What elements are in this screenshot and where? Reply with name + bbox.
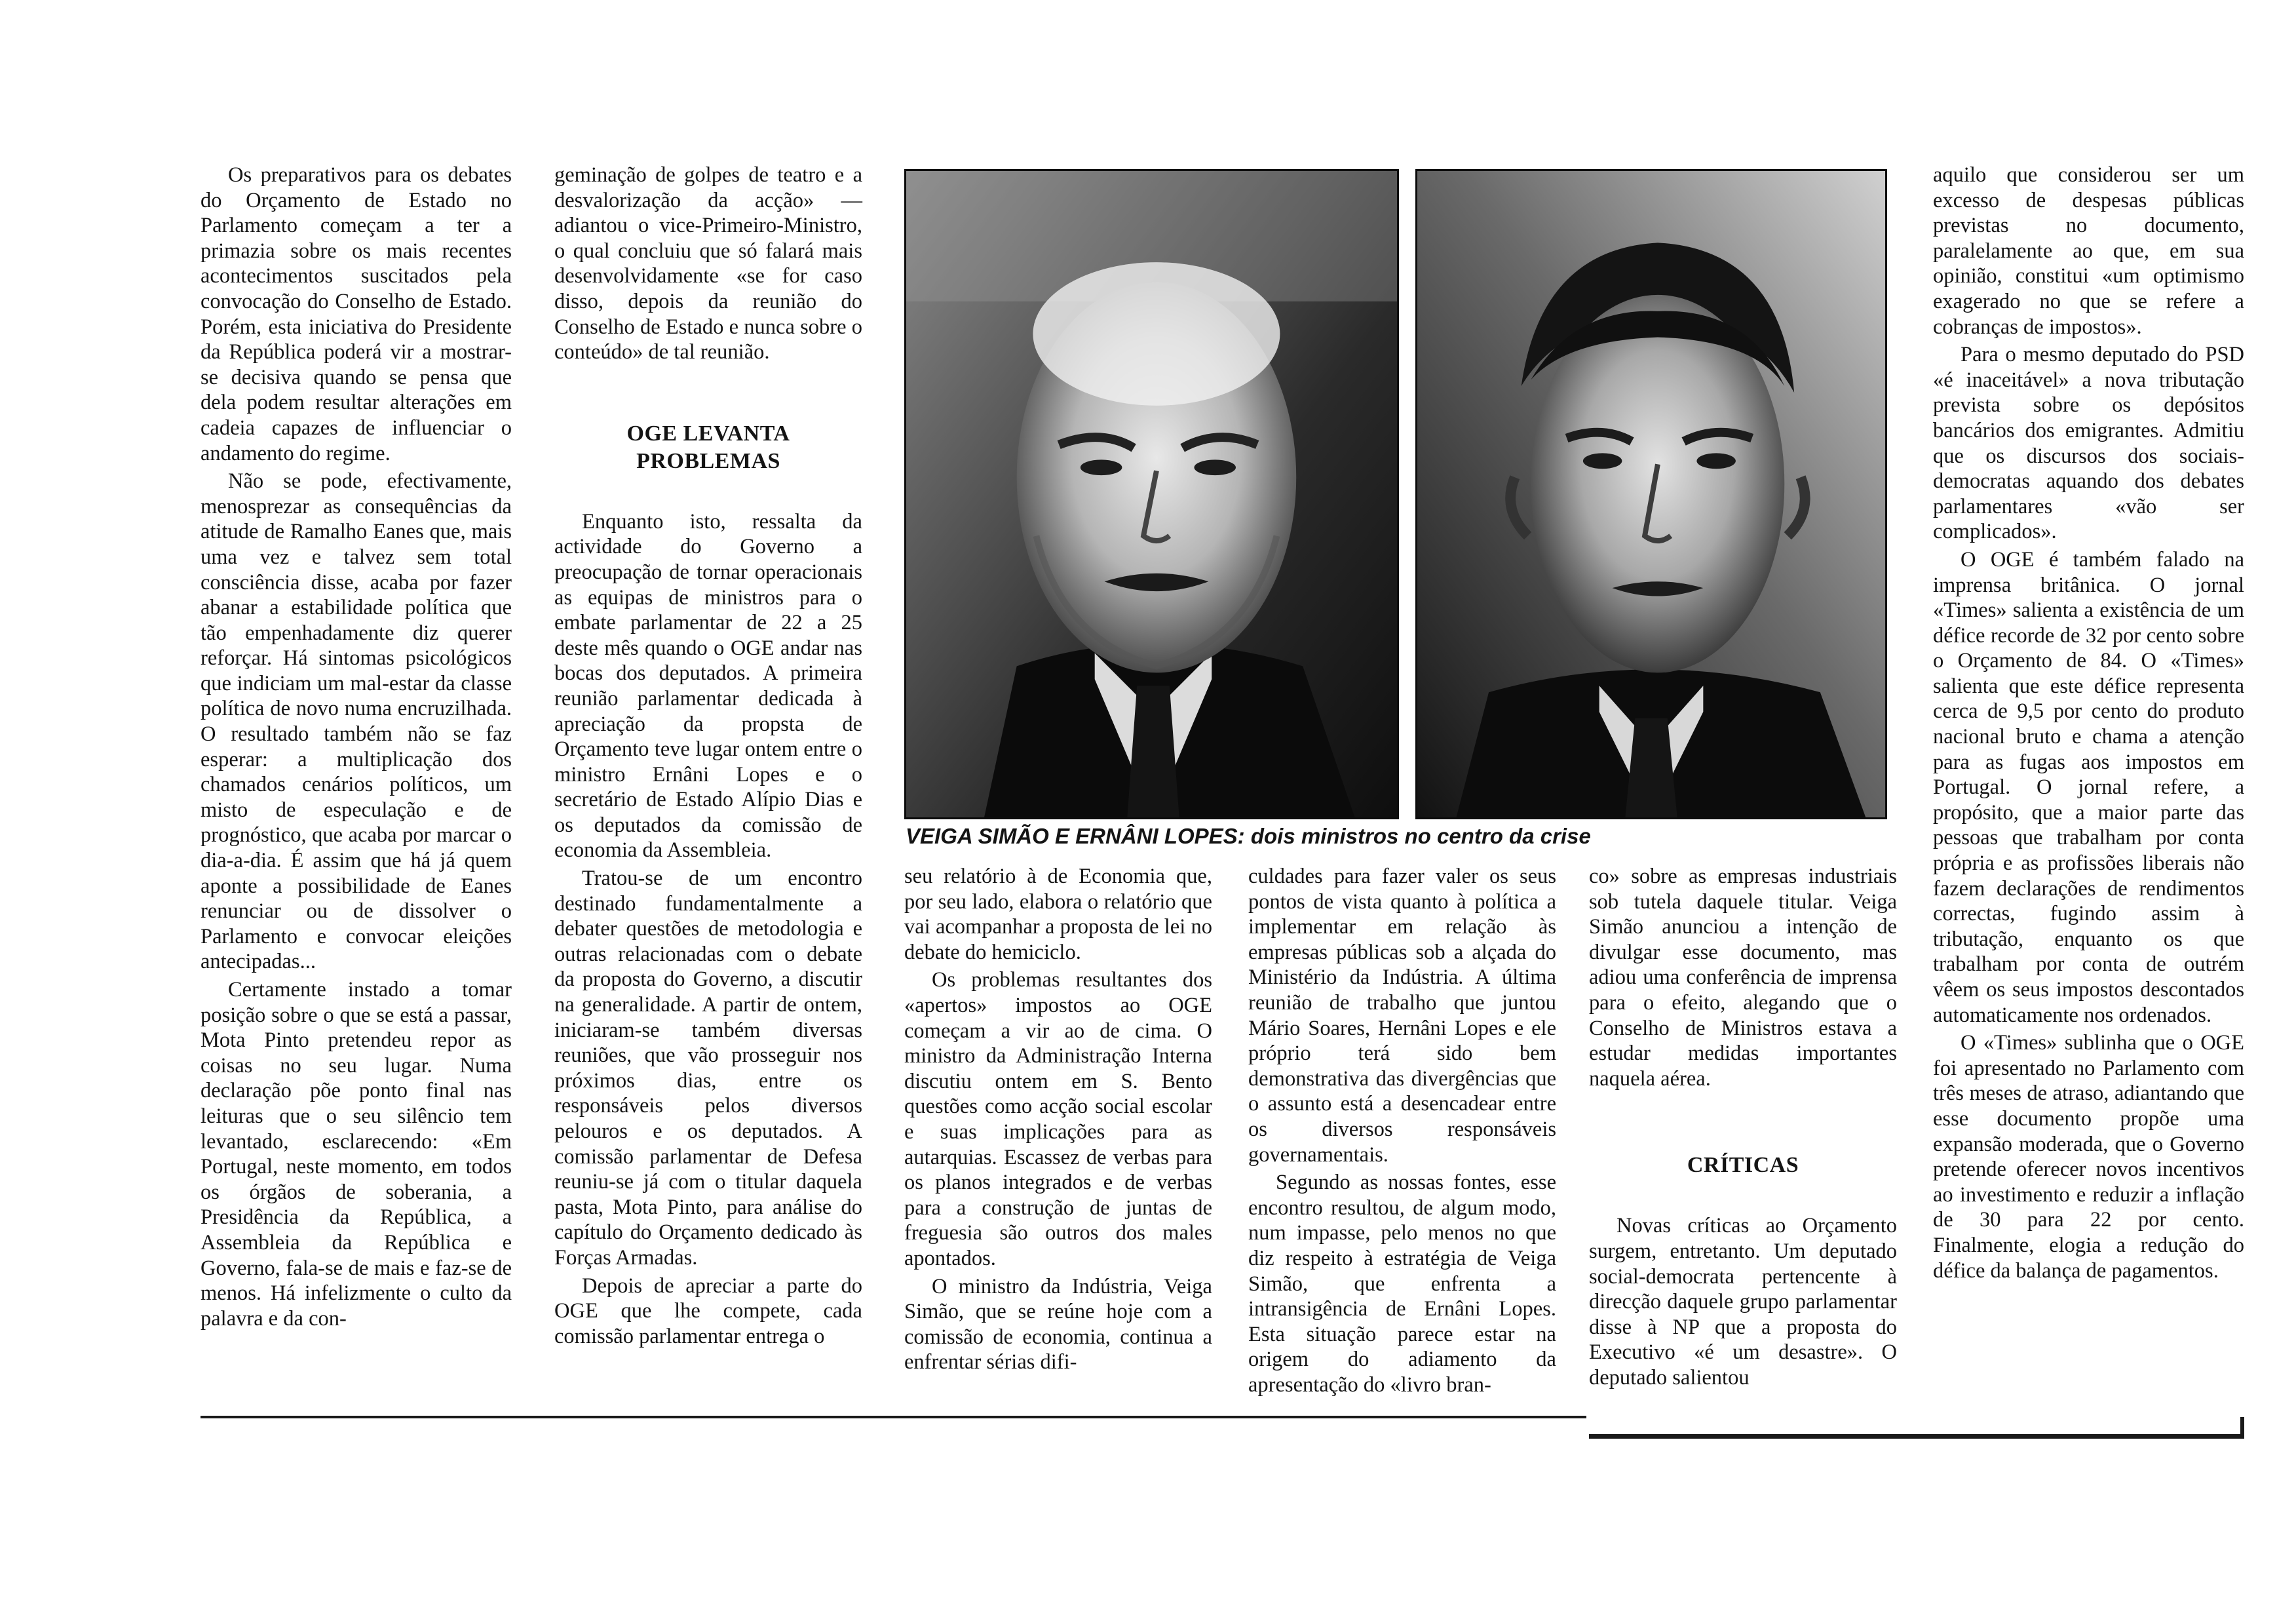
paragraph: Não se pode, efectivamente, menosprezar as consequências da atitude de Ramalho Eanes que, mais uma vez e talvez sem total consciência disse, acaba por fazer abanar a estabilidade política que tão empenhadamente diz querer reforçar. Há sintomas psicológicos que indiciam um mal-estar da classe política de novo numa encruzilhada. O resultado também não se faz esperar: a multiplicação dos chamados cenários políticos, um misto de especulação e de prognóstico, que acaba por marcar o dia-a-dia. É assim que há já quem aponte a possibilidade de Eanes renunciar ou de dissolver o Parlamento e convocar eleições antecipadas...: [201, 469, 512, 974]
portrait-image: [1417, 171, 1885, 817]
bottom-rule-right: [1589, 1434, 2244, 1439]
paragraph: O OGE é também falado na imprensa britânica. O jornal «Times» salienta a existência de um défice recorde de 32 por cento sobre o Orçamento de 84. O «Times» salienta que este défice representa cerca de 9,5 por cento do produto nacional bruto e chama a atenção para as fugas aos impostos em Portugal. O jornal refere, a propósito, que a maior parte das pessoas que trabalham por conta própria e as profissões liberais não fazem declarações de rendimentos correctas, fugindo assim à tributação, enquanto os que trabalham por conta de outrém vêem os seus impostos descontados automaticamente nos ordenados.: [1933, 547, 2244, 1027]
paragraph: O «Times» sublinha que o OGE foi apresentado no Parlamento com três meses de atraso, adiantando que esse documento propõe uma expansão moderada, que o Governo pretende oferecer novos incentivos ao investimento e reduzir a inflação de 30 para 22 por cento. Finalmente, elogia a redução do défice da balança de pagamentos.: [1933, 1031, 2244, 1283]
paragraph: aquilo que considerou ser um excesso de despesas públicas previstas no documento, paralelamente ao que, em sua opinião, constitui «um optimismo exagerado no que se refere a cobranças de impostos».: [1933, 163, 2244, 339]
paragraph: seu relatório à de Economia que, por seu lado, elabora o relatório que vai acompanhar a proposta de lei no debate do hemiciclo.: [904, 865, 1212, 964]
paragraph: culdades para fazer valer os seus pontos de vista quanto à política a implementar em relação às empresas públicas sob a alçada do Ministério da Indústria. A última reunião de trabalho que juntou Mário Soares, Hernâni Lopes e ele próprio terá sido bem demonstrativa das divergências que o assunto está a desencadear entre os diversos responsáveis governamentais.: [1248, 865, 1556, 1167]
paragraph: Certamente instado a tomar posição sobre o que se está a passar, Mota Pinto pretendeu repor as coisas no seu lugar. Numa declaração põe ponto final nas leituras que o seu silêncio tem levantado, esclarecendo: «Em Portugal, neste momento, em todos os órgãos de soberania, a Presidência da República, a Assembleia da República e Governo, fala-se de mais e faz-se de menos. Há infelizmente o culto da palavra e da con-: [201, 978, 512, 1331]
paragraph: Segundo as nossas fontes, esse encontro resultou, de algum modo, num impasse, pelo menos no que diz respeito à estratégia de Veiga Simão, que enfrenta a intransigência de Ernâni Lopes. Esta situação parece estar na origem do adiamento da apresentação do «livro bran-: [1248, 1171, 1556, 1397]
photo-ernani-lopes: [1415, 169, 1887, 819]
article-column-1: [201, 163, 512, 1331]
paragraph: Enquanto isto, ressalta da actividade do Governo a preocupação de tornar operacionais as equipas de ministros para o embate parlamentar de 22 a 25 deste mês quando o OGE andar nas bocas dos deputados. A primeira reunião parlamentar dedicada à apreciação da propsta de Orçamento teve lugar ontem entre o ministro Ernâni Lopes e o secretário de Estado Alípio Dias e os deputados da comissão de economia da Assembleia.: [554, 509, 862, 863]
article-column-6: [1933, 163, 2244, 1283]
article-column-3: [904, 864, 1212, 1375]
paragraph: Para o mesmo deputado do PSD «é inaceitável» a nova tributação prevista sobre os depósitos bancários dos emigrantes. Admitiu que os discursos dos sociais-democratas aquando dos debates parlamentares «vão ser complicados».: [1933, 343, 2244, 544]
article-column-5: [1589, 864, 1897, 1391]
portrait-image: [906, 171, 1397, 817]
paragraph: geminação de golpes de teatro e a desvalorização da acção» — adiantou o vice-Primeiro-Ministro, o qual concluiu que só falará mais desenvolvidamente «se for caso disso, depois da reunião do Conselho de Estado e nunca sobre o conteúdo» de tal reunião.: [554, 163, 862, 364]
photo-caption: VEIGA SIMÃO E ERNÂNI LOPES: dois ministros no centro da crise: [906, 824, 1591, 848]
section-heading-criticas: CRÍTICAS: [1687, 1153, 1799, 1178]
bottom-rule-left: [201, 1416, 1586, 1418]
paragraph: Tratou-se de um encontro destinado fundamentalmente a debater questões de metodologia e outras relacionadas com o debate da proposta do Governo, a discutir na generalidade. A partir de ontem, iniciaram-se também diversas reuniões, que vão prosseguir nos próximos dias, entre os responsáveis pelos diversos pelouros e os deputados. A comissão parlamentar de Defesa reuniu-se já com o titular daquela pasta, Mota Pinto, para análise do capítulo do Orçamento dedicado às Forças Armadas.: [554, 866, 862, 1270]
paragraph: co» sobre as empresas industriais sob tutela daquele titular. Veiga Simão anunciou a intenção de divulgar esse documento, mas adiou uma conferência de imprensa para o efeito, alegando que o Conselho de Ministros estava a estudar medidas importantes naquela aérea.: [1589, 865, 1897, 1091]
paragraph: Os preparativos para os debates do Orçamento de Estado no Parlamento começam a ter a primazia sobre os mais recentes acontecimentos suscitados pela convocação do Conselho de Estado. Porém, esta iniciativa do Presidente da República poderá vir a mostrar-se decisiva quando se pensa que dela podem resultar alterações em cadeia capazes de influenciar o andamento do regime.: [201, 163, 512, 465]
bottom-rule-right-end: [2240, 1417, 2244, 1437]
section-heading-oge-levanta-problemas: OGE LEVANTA PROBLEMAS: [626, 421, 790, 473]
photo-veiga-simao: [904, 169, 1399, 819]
article-column-4: [1248, 864, 1556, 1397]
paragraph: O ministro da Indústria, Veiga Simão, que se reúne hoje com a comissão de economia, continua a enfrentar sérias difi-: [904, 1274, 1212, 1374]
paragraph: Os problemas resultantes dos «apertos» impostos ao OGE começam a vir ao de cima. O ministro da Administração Interna discutiu ontem em S. Bento questões como acção social escolar e suas implicações para as autarquias. Escassez de verbas para os planos integrados e de verbas para a construção de juntas de freguesia são outros dos males apontados.: [904, 968, 1212, 1270]
paragraph: Novas críticas ao Orçamento surgem, entretanto. Um deputado social-democrata pertencente à direcção daquele grupo parlamentar disse à NP que a proposta do Executivo «é um desastre». O deputado salientou: [1589, 1214, 1897, 1390]
article-column-2: [554, 163, 862, 1349]
paragraph: Depois de apreciar a parte do OGE que lhe compete, cada comissão parlamentar entrega o: [554, 1274, 862, 1348]
